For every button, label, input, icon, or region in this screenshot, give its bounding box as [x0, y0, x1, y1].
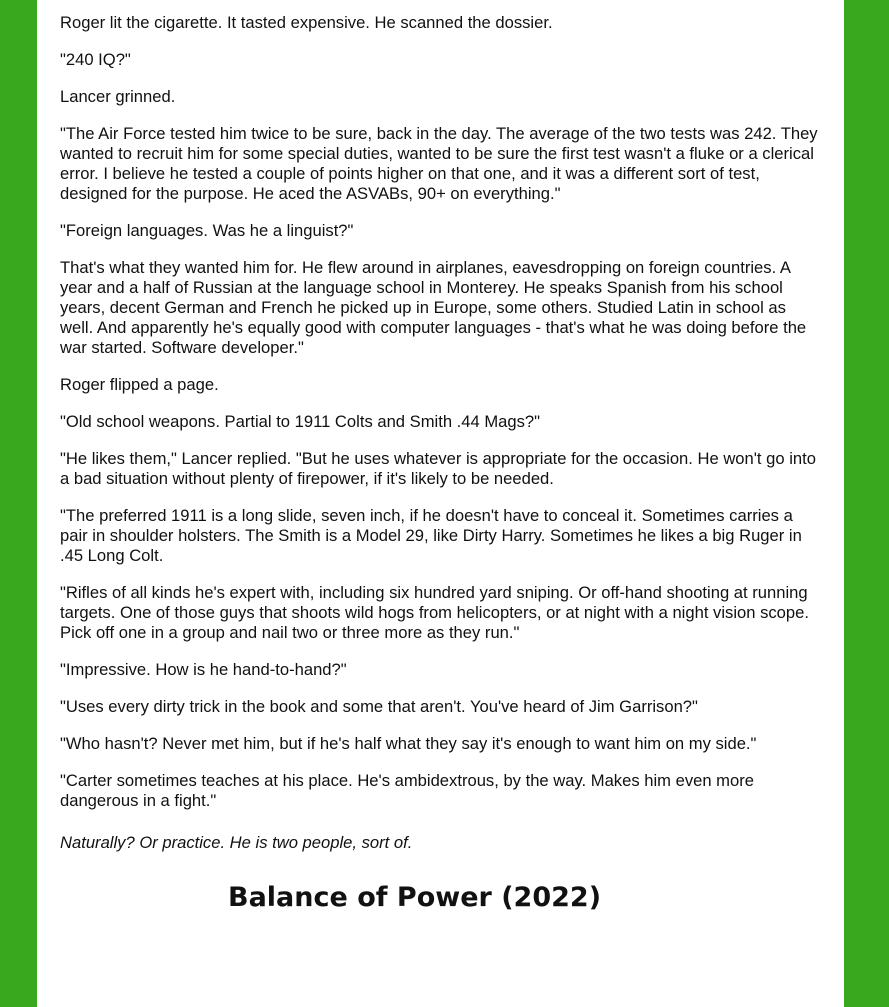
paragraph: "The Air Force tested him twice to be sure, back in the day. The average of the two tests was 242. They wanted to recruit him for some special duties, wanted to be sure the first test wasn't a fluke or a clerical error. I believe he tested a couple of points higher on that one, and it was a different sort of test, designed for the purpose. He aced the ASVABs, 90+ on everything." [60, 124, 818, 203]
paragraph: "Who hasn't? Never met him, but if he's half what they say it's enough to want him on my side." [60, 734, 757, 753]
paragraph: "Foreign languages. Was he a linguist?" [60, 221, 354, 240]
paragraph: "240 IQ?" [60, 50, 131, 69]
story-text [60, 13, 820, 870]
paragraph: "He likes them," Lancer replied. "But he uses whatever is appropriate for the occasion. He won't go into a bad situation without plenty of firepower, if it's likely to be needed. [60, 449, 816, 488]
paragraph: "Old school weapons. Partial to 1911 Colts and Smith .44 Mags?" [60, 412, 541, 431]
page-panel [37, 0, 844, 1007]
paragraph: "The preferred 1911 is a long slide, seven inch, if he doesn't have to conceal it. Sometimes carries a pair in shoulder holsters. The Smith is a Model 29, like Dirty Harry. Sometimes he likes a big Ruger in .45 Long Colt. [60, 506, 802, 565]
italic-paragraph: Naturally? Or practice. He is two people, sort of. [60, 833, 413, 852]
paragraph: Lancer grinned. [60, 87, 176, 106]
paragraph: "Uses every dirty trick in the book and some that aren't. You've heard of Jim Garrison?" [60, 697, 698, 716]
book-title: Balance of Power (2022) [228, 882, 602, 913]
paragraph: Roger lit the cigarette. It tasted expensive. He scanned the dossier. [60, 13, 553, 32]
paragraph: "Rifles of all kinds he's expert with, including six hundred yard sniping. Or off-hand shooting at running targets. One of those guys that shoots wild hogs from helicopters, or at night with a night vision scope. Pick off one in a group and nail two or three more as they run." [60, 583, 809, 642]
paragraph: "Carter sometimes teaches at his place. He's ambidextrous, by the way. Makes him even more dangerous in a fight." [60, 771, 754, 810]
paragraph: Roger flipped a page. [60, 375, 219, 394]
paragraph: "Impressive. How is he hand-to-hand?" [60, 660, 347, 679]
paragraph: That's what they wanted him for. He flew around in airplanes, eavesdropping on foreign countries. A year and a half of Russian at the language school in Monterey. He speaks Spanish from his school years, decent German and French he picked up in Europe, some others. Studied Latin in school as well. And apparently he's equally good with computer languages - that's what he was doing before the war started. Software developer." [60, 258, 807, 357]
